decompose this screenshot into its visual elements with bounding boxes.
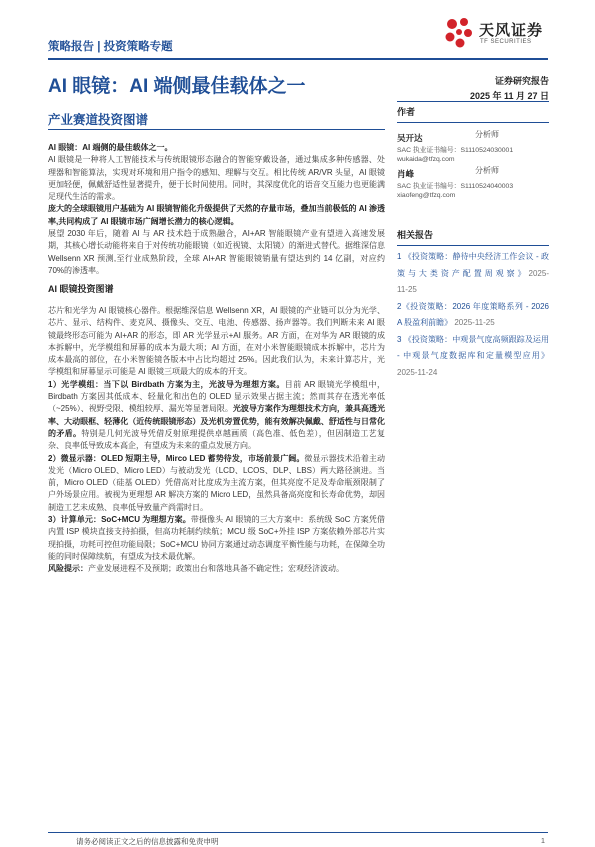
authors-rule (397, 122, 549, 123)
logo-text-en: TF SECURITIES (480, 39, 532, 45)
paragraph: AI 眼镜是一种将人工智能技术与传统眼镜形态融合的智能穿戴设备，通过集成多种传感器、处理器和智能算法，实现对环境和用户指令的感知、理解与交互。相比传统 AR/VR 头显，AI 眼镜更加轻便，佩戴舒适性显著提升，便于长时间使用。同时，其深度优化的语音交互能力也更能满足现代生活的需求。 (48, 155, 385, 202)
related-report-title[interactable]: 1 《投资策略：静待中央经济工作会议 - 政 策 与 大 类 资 产 配 置 周 观 察 》 (397, 252, 549, 278)
related-report-item[interactable] (397, 299, 549, 332)
report-date: 2025 年 11 月 27 日 (469, 91, 549, 101)
compute-text: 带摄像头 AI 眼镜的三大方案中：系统级 SoC 方案凭借内置 ISP 模块直接支持拍摄，但高功耗制约续航；MCU 级 SoC+外挂 ISP 方案依赖外部芯片实现拍摄，功耗可控但功能局限；SoC+MCU 协同方案通过动态调度平衡性能与功耗，在保障全功能的同时保障续航，有望成为技术最优解。 (48, 515, 385, 561)
optics-label: 1）光学模组：当下以 Birdbath 方案为主，光波导为理想方案。 (48, 379, 285, 389)
summary-lead (48, 142, 385, 154)
author-email[interactable]: wukaida@tfzq.com (397, 156, 455, 163)
key-point-paragraph: 庞大的全球眼镜用户基础为 AI 眼镜智能化升级提供了天然的存量市场，叠加当前极低的 AI 渗透率,共同构成了 AI 眼镜市场广阔增长潜力的核心逻辑。 (48, 204, 385, 226)
page-subtitle: 产业赛道投资图谱 (48, 113, 149, 127)
author-license: SAC 执业证书编号：S1110524040003 (397, 183, 514, 190)
author-license: SAC 执业证书编号：S1110524030001 (397, 147, 514, 154)
optics-paragraph (48, 379, 385, 453)
logo-mark-icon (443, 16, 475, 50)
summary-label: AI 眼镜： (48, 143, 83, 152)
optics-text-a: 目前 AR 眼镜光学模组中，Birdbath 方案因其低成本、轻量化和出色的 OLED 显示效果占据主流；然而其存在透光率低（~25%）、视野受限、模组较厚、漏光等显著局限。 (48, 379, 385, 414)
paragraph: 展望 2030 年后，随着 AI 与 AR 技术趋于成熟融合，AI+AR 智能眼镜产业有望进入高速发展期，其核心增长动能将来自于对传统功能眼镜（如近视镜、太阳镜）的渐进式替代。据维深信息 Wellsenn XR 预测,至行业成熟阶段，全球 AI+AR 智能眼镜销量有望达到约 14 亿副，对应约 70%的渗透率。 (48, 229, 385, 275)
related-report-title[interactable]: 2《投资策略：2026 年度策略系列 - 2026 A 股盈利前瞻》 (397, 301, 549, 327)
summary-headline: AI 端侧的最佳载体之一。 (82, 143, 173, 152)
author-role: 分析师 (475, 166, 499, 175)
summary-section (48, 142, 385, 277)
related-rule (397, 245, 549, 246)
section-heading: AI 眼镜投资图谱 (48, 284, 114, 294)
footer-disclaimer[interactable]: 请务必阅读正文之后的信息披露和免责申明 (76, 837, 219, 846)
date-rule (397, 101, 549, 102)
page-number: 1 (540, 836, 545, 845)
risk-text: 产业发展进程不及预期；政策出台和落地具备不确定性；宏观经济波动。 (88, 564, 344, 574)
tf-securities-logo (443, 16, 553, 54)
author-email[interactable]: xiaofeng@tfzq.com (397, 192, 456, 199)
microdisplay-label: 2）微显示器：OLED 短期主导，Mirco LED 蓄势待发，市场前景广阔。 (48, 453, 305, 463)
related-report-item[interactable] (397, 249, 549, 299)
related-report-date: 2025-11-25 (454, 318, 495, 327)
microdisplay-paragraph (48, 453, 385, 514)
related-reports-section (397, 228, 549, 381)
compute-paragraph (48, 514, 385, 563)
related-report-item[interactable] (397, 332, 549, 382)
header-rule (48, 58, 548, 60)
authors-section (397, 105, 549, 198)
report-category: 策略报告 | 投资策略专题 (48, 41, 173, 53)
related-heading: 相关报告 (397, 230, 434, 240)
investment-map-section (48, 283, 385, 295)
microdisplay-text: 微显示器技术沿着主动发光（Micro OLED、Micro LED）与被动发光（LCD、LCOS、DLP、LBS）两大路径演进。当前，Micro OLED（硅基 OLED）凭借高对比度成为主流方案，但其亮度不足及寿命瓶颈限制了户外场景应用。被视为更理想 AR 解决方案的 Micro LED，虽然具备高亮度和长寿命优势，却因制造工艺未成熟、良率低导致量产尚需时日。 (48, 453, 385, 512)
author-name: 肖峰 (397, 169, 415, 179)
investment-map-body (48, 305, 385, 576)
footer-rule (48, 832, 548, 833)
author-name: 吴开达 (397, 133, 423, 143)
author-role: 分析师 (475, 130, 499, 139)
authors-heading: 作者 (397, 107, 416, 117)
report-type: 证券研究报告 (494, 76, 549, 86)
author-card (397, 164, 549, 198)
related-report-date: 2025-11-25 (397, 268, 549, 294)
related-report-date: 2025-11-24 (397, 367, 438, 377)
optics-key-point: 光波导方案作为理想技术方向，兼具高透光率、大动眼框、轻薄化（近传统眼镜形态）及光机旁置优势，能有效解决佩戴、舒适性与日常化的矛盾。 (48, 404, 385, 438)
optics-text-b: 特别是几何光波导凭借反射原理提供卓越画质（高色准、低色差），但因制造工艺复杂、良率低导致成本高企，有望成为未来的重点发展方向。 (48, 428, 386, 451)
logo-text-cn: 天风证券 (479, 22, 544, 39)
subtitle-rule (48, 129, 385, 130)
author-card (397, 128, 549, 162)
risk-paragraph (48, 563, 385, 575)
paragraph: 芯片和光学为 AI 眼镜核心器件。根据维深信息 Wellsenn XR，AI 眼镜的产业链可以分为光学、芯片、显示、结构件、麦克风、摄像头、交互、电池、传感器、扬声器等。我们判断未来 AI 眼镜最终形态可能为 AI+AR 的形态，即 AR 光学显示+AI 服务。AR 方面，在对华为 AR 眼镜的成本拆解中，光学模组和屏幕的成本为最大项；AI 方面，在对小米智能眼镜成本拆解中，芯片为成本最高的部位，在小米智能镜各版本中占比均超过 25%。因此我们认为，未来计算芯片，光学模组和屏幕显示可能是 AI 眼镜三项最大的成本的开支。 (48, 306, 385, 377)
risk-label: 风险提示： (48, 564, 88, 574)
related-report-title[interactable]: 3 《投资策略：中观景气度高频跟踪及运用 - 中观景气度数据库和定量模型应用》 (397, 334, 549, 360)
compute-label: 3）计算单元：SoC+MCU 为理想方案。 (48, 515, 191, 525)
page-title: AI 眼镜：AI 端侧最佳载体之一 (48, 76, 306, 97)
